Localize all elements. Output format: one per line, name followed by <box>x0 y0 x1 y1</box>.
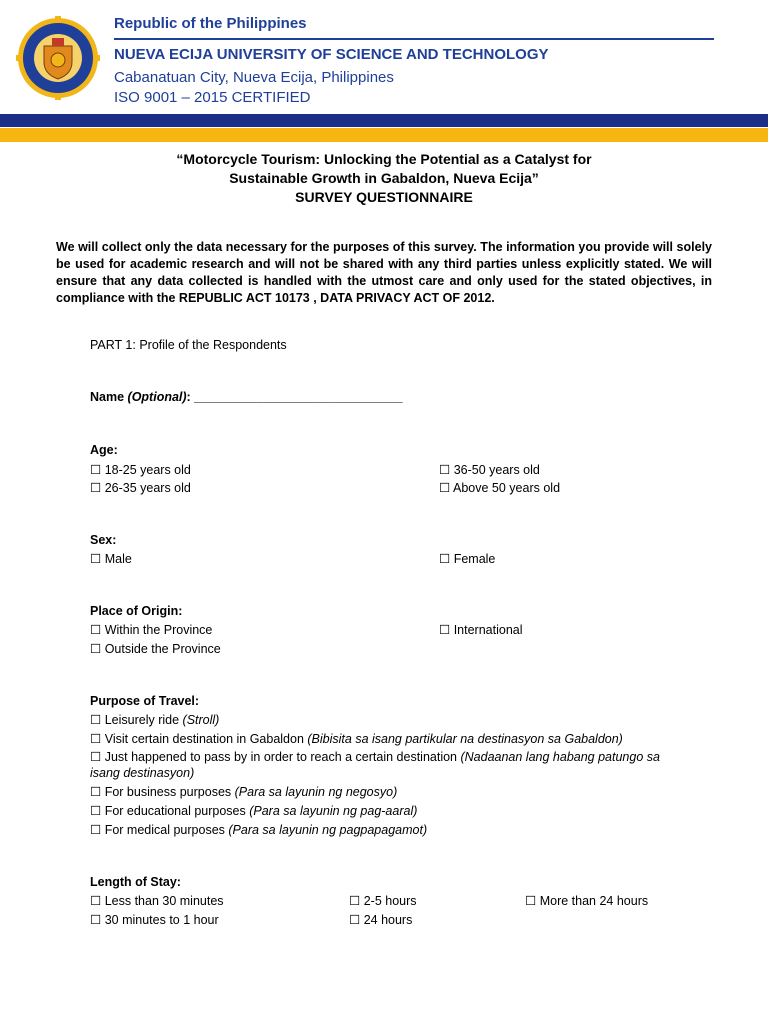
sex-option-male[interactable]: ☐ Male <box>90 552 132 566</box>
survey-title-line-1: “Motorcycle Tourism: Unlocking the Potential as a Catalyst for <box>176 151 592 167</box>
origin-option-outside[interactable]: ☐ Outside the Province <box>90 642 221 656</box>
origin-option-within[interactable]: ☐ Within the Province <box>90 623 213 637</box>
sex-label: Sex: <box>90 533 117 547</box>
checkbox-icon[interactable]: ☐ <box>90 552 102 566</box>
checkbox-icon[interactable]: ☐ <box>90 750 102 764</box>
checkbox-icon[interactable]: ☐ <box>90 785 102 799</box>
checkbox-icon[interactable]: ☐ <box>90 623 102 637</box>
purpose-option-visit[interactable]: ☐ Visit certain destination in Gabaldon (Bibisita sa isang partikular na destinasyon sa Gabaldon) <box>90 732 623 746</box>
name-field[interactable] <box>90 390 403 404</box>
university-seal-logo <box>16 16 100 100</box>
purpose-option-educational[interactable]: ☐ For educational purposes (Para sa layunin ng pag-aaral) <box>90 804 418 818</box>
name-blank-line[interactable]: : ______________________________ <box>186 390 403 404</box>
age-label: Age: <box>90 443 118 457</box>
checkbox-icon[interactable]: ☐ <box>349 894 361 908</box>
checkbox-icon[interactable]: ☐ <box>349 913 361 927</box>
checkbox-icon[interactable]: ☐ <box>439 552 451 566</box>
age-option-36-50[interactable]: ☐ 36-50 years old <box>439 463 540 477</box>
stay-label: Length of Stay: <box>90 875 181 889</box>
checkbox-icon[interactable]: ☐ <box>90 804 102 818</box>
purpose-option-business[interactable]: ☐ For business purposes (Para sa layunin ng negosyo) <box>90 785 398 799</box>
stay-option-2-5-hours[interactable]: ☐ 2-5 hours <box>349 894 417 908</box>
stay-option-30-60[interactable]: ☐ 30 minutes to 1 hour <box>90 913 219 927</box>
checkbox-icon[interactable]: ☐ <box>90 481 102 495</box>
privacy-statement: We will collect only the data necessary for the purposes of this survey. The information you provide will solely be used for academic research and will not be shared with any third parties unless explicitly stated. We will ensure that any data collected is handled with the utmost care and only used for the stated objectives, in compliance with the REPUBLIC ACT 10173 , DATA PRIVACY ACT OF 2012. <box>56 240 712 305</box>
age-option-above-50[interactable]: ☐ Above 50 years old <box>439 481 561 495</box>
age-option-26-35[interactable]: ☐ 26-35 years old <box>90 481 191 495</box>
purpose-option-pass-by[interactable]: ☐ Just happened to pass by in order to reach a certain destination (Nadaanan lang habang patungo sa <box>90 750 660 764</box>
checkbox-icon[interactable]: ☐ <box>90 642 102 656</box>
purpose-label: Purpose of Travel: <box>90 694 200 708</box>
origin-label: Place of Origin: <box>90 604 183 618</box>
name-optional: (Optional) <box>127 390 187 404</box>
stay-option-less-30[interactable]: ☐ Less than 30 minutes <box>90 894 224 908</box>
stay-option-24-hours[interactable]: ☐ 24 hours <box>349 913 413 927</box>
part-1-heading: PART 1: Profile of the Respondents <box>90 338 287 352</box>
origin-option-international[interactable]: ☐ International <box>439 623 523 637</box>
survey-title-line-2: Sustainable Growth in Gabaldon, Nueva Ecija” <box>229 170 539 186</box>
name-label: Name <box>90 390 128 404</box>
iso-certification: ISO 9001 – 2015 CERTIFIED <box>114 89 311 106</box>
header-divider <box>114 38 714 40</box>
checkbox-icon[interactable]: ☐ <box>439 623 451 637</box>
checkbox-icon[interactable]: ☐ <box>90 823 102 837</box>
checkbox-icon[interactable]: ☐ <box>90 732 102 746</box>
checkbox-icon[interactable]: ☐ <box>90 463 102 477</box>
republic-heading: Republic of the Philippines <box>114 15 307 32</box>
checkbox-icon[interactable]: ☐ <box>90 894 102 908</box>
university-address: Cabanatuan City, Nueva Ecija, Philippines <box>114 69 394 86</box>
university-name: NUEVA ECIJA UNIVERSITY OF SCIENCE AND TECHNOLOGY <box>114 46 549 63</box>
checkbox-icon[interactable]: ☐ <box>439 463 451 477</box>
purpose-option-medical[interactable]: ☐ For medical purposes (Para sa layunin ng pagpapagamot) <box>90 823 428 837</box>
header-band-blue <box>0 114 768 127</box>
survey-title-line-3: SURVEY QUESTIONNAIRE <box>295 189 473 205</box>
checkbox-icon[interactable]: ☐ <box>90 713 102 727</box>
purpose-option-leisure[interactable]: ☐ Leisurely ride (Stroll) <box>90 713 220 727</box>
sex-option-female[interactable]: ☐ Female <box>439 552 496 566</box>
header-band-gold <box>0 128 768 142</box>
stay-option-more-24[interactable]: ☐ More than 24 hours <box>525 894 649 908</box>
age-option-18-25[interactable]: ☐ 18-25 years old <box>90 463 191 477</box>
purpose-option-pass-by-cont: isang destinasyon) <box>90 766 195 780</box>
checkbox-icon[interactable]: ☐ <box>439 481 451 495</box>
checkbox-icon[interactable]: ☐ <box>90 913 102 927</box>
checkbox-icon[interactable]: ☐ <box>525 894 537 908</box>
